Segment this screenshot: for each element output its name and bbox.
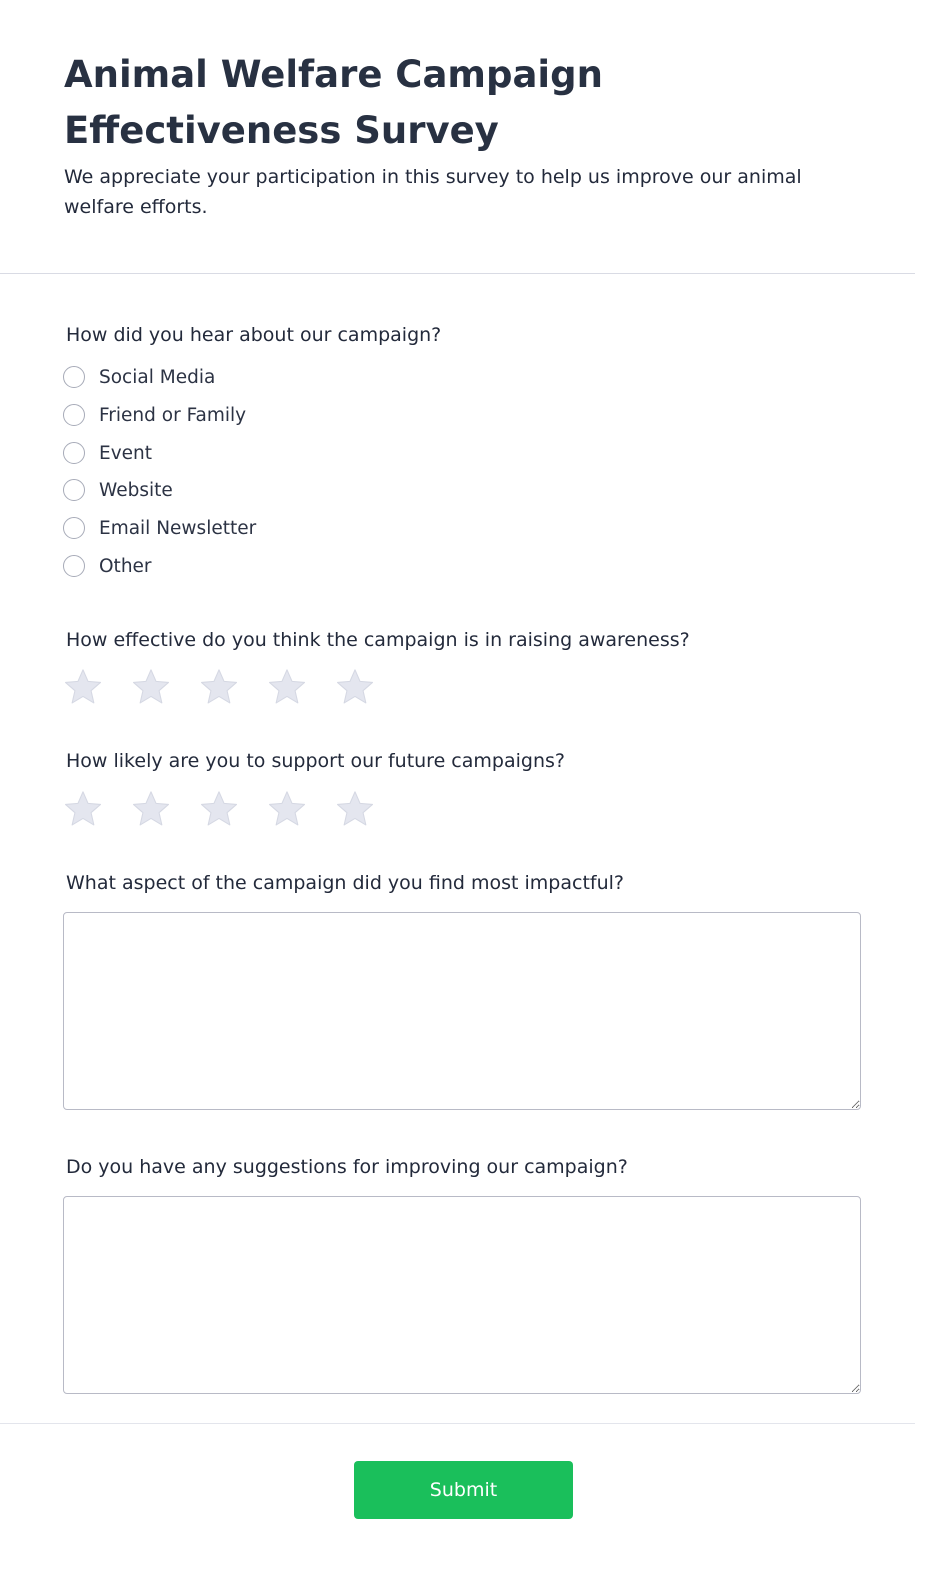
star-icon[interactable] (62, 666, 104, 708)
rating-effectiveness (62, 666, 402, 708)
question-label-support-likelihood: How likely are you to support our future campaigns? (66, 750, 565, 772)
page-subtitle: We appreciate your participation in this survey to help us improve our animal welfare efforts. (64, 166, 802, 218)
radio-option-label: Social Media (99, 366, 216, 388)
radio-circle-icon[interactable] (63, 404, 85, 426)
radio-circle-icon[interactable] (63, 555, 85, 577)
star-icon[interactable] (130, 666, 172, 708)
star-icon[interactable] (334, 788, 376, 830)
page-title: Animal Welfare Campaign Effectiveness Survey (64, 53, 603, 152)
radio-circle-icon[interactable] (63, 517, 85, 539)
star-icon[interactable] (266, 666, 308, 708)
star-icon[interactable] (130, 788, 172, 830)
radio-circle-icon[interactable] (63, 442, 85, 464)
question-label-effectiveness: How effective do you think the campaign is in raising awareness? (66, 629, 690, 651)
question-label-suggestions: Do you have any suggestions for improving our campaign? (66, 1156, 628, 1178)
submit-button[interactable]: Submit (354, 1461, 573, 1519)
suggestions-textarea[interactable] (63, 1196, 861, 1394)
radio-option-label: Other (99, 555, 152, 577)
star-icon[interactable] (62, 788, 104, 830)
radio-circle-icon[interactable] (63, 479, 85, 501)
star-icon[interactable] (334, 666, 376, 708)
radio-option-email-newsletter[interactable] (63, 515, 256, 541)
question-label-most-impactful: What aspect of the campaign did you find most impactful? (66, 872, 624, 894)
radio-option-website[interactable] (63, 477, 173, 503)
radio-option-other[interactable] (63, 553, 152, 579)
question-label-hear-about: How did you hear about our campaign? (66, 324, 442, 346)
radio-option-label: Email Newsletter (99, 517, 257, 539)
radio-option-label: Friend or Family (99, 404, 247, 426)
star-icon[interactable] (198, 788, 240, 830)
radio-option-label: Event (99, 442, 152, 464)
radio-circle-icon[interactable] (63, 366, 85, 388)
star-icon[interactable] (266, 788, 308, 830)
radio-option-friend-or-family[interactable] (63, 402, 246, 428)
star-icon[interactable] (198, 666, 240, 708)
radio-option-social-media[interactable] (63, 364, 215, 390)
most-impactful-textarea[interactable] (63, 912, 861, 1110)
rating-support-likelihood (62, 788, 402, 830)
radio-option-label: Website (99, 479, 173, 501)
radio-option-event[interactable] (63, 440, 152, 466)
footer-divider (0, 1423, 915, 1424)
survey-header (0, 0, 915, 274)
